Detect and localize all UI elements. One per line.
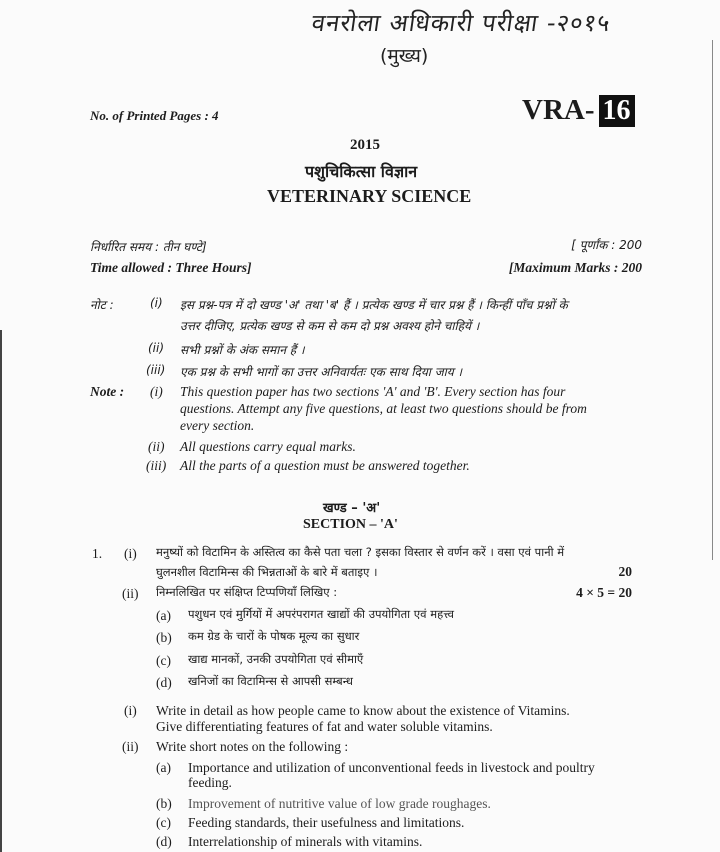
q1-hi-sub-d-num: (d) [156,675,172,690]
q1-en-i-num: (i) [124,703,137,718]
printed-pages-count: No. of Printed Pages : 4 [90,108,219,123]
handwritten-exam-name: वनरोला अधिकारी परीक्षा -२०१५ [309,9,613,37]
section-heading-english: SECTION – 'A' [303,517,398,532]
note-en-3-line1: All the parts of a question must be answered together. [180,458,470,473]
handwritten-exam-type: (मुख्य) [380,45,429,67]
q1-en-sub-b-line1: Improvement of nutritive value of low grade roughages. [188,796,491,811]
q1-hi-ii-text: निम्नलिखित पर संक्षिप्त टिप्पणियाँ लिखिए : [156,585,338,599]
q1-hi-sub-b-num: (b) [156,630,172,645]
section-heading-hindi: खण्ड – 'अ' [323,501,381,516]
q1-en-ii-num: (ii) [122,739,139,754]
question-number: 1. [92,546,103,561]
right-page-edge [712,40,713,560]
note-hi-1-line1: इस प्रश्न-पत्र में दो खण्ड 'अ' तथा 'ब' हैं । प्रत्येक खण्ड में चार प्रश्न हैं । किन्हीं पाँच प्रश्नों के [180,298,568,312]
q1-en-ii-text: Write short notes on the following : [156,739,349,754]
q1-en-sub-c-line1: Feeding standards, their usefulness and limitations. [188,815,465,830]
paper-code-prefix: VRA- [522,94,595,126]
time-allowed-english: Time allowed : Three Hours] [90,260,252,275]
q1-hi-sub-b-text: कम ग्रेड के चारों के पोषक मूल्य का सुधार [188,629,360,643]
q1-en-sub-c-num: (c) [156,815,171,830]
q1-hi-i-line1: मनुष्यों को विटामिन के अस्तित्व का कैसे पता चला ? इसका विस्तार से वर्णन करें । वसा एवं पानी में [156,545,565,559]
note-label-hindi: नोट : [90,298,114,312]
q1-en-sub-d-num: (d) [156,834,172,849]
note-en-1-line2: questions. Attempt any five questions, at least two questions should be from [180,401,587,416]
left-page-edge [0,330,2,852]
q1-hi-ii-num: (ii) [122,586,139,601]
time-allowed-hindi: निर्धारित समय : तीन घण्टे] [90,240,207,254]
q1-en-i-line1: Write in detail as how people came to know about the existence of Vitamins. [156,703,570,718]
note-en-1-line3: every section. [180,418,255,433]
q1-hi-sub-c-num: (c) [156,653,171,668]
exam-year: 2015 [350,137,380,153]
note-en-2-num: (ii) [148,439,165,454]
q1-hi-sub-a-text: पशुधन एवं मुर्गियों में अपरंपरागत खाद्यों की उपयोगिता एवं महत्त्व [188,607,455,621]
q1-en-sub-a-num: (a) [156,760,171,775]
q1-hi-sub-d-text: खनिजों का विटामिन्स से आपसी सम्बन्ध [188,674,353,688]
q1-hi-i-marks: 20 [618,564,632,579]
paper-code [522,94,635,127]
q1-en-sub-b-num: (b) [156,796,172,811]
note-label-english: Note : [90,384,125,399]
q1-en-sub-a-line1: Importance and utilization of unconventional feeds in livestock and poultry [188,760,595,775]
paper-number-badge: 16 [599,95,635,127]
note-hi-3-line1: एक प्रश्न के सभी भागों का उत्तर अनिवार्यतः एक साथ दिया जाय । [180,365,463,379]
q1-hi-sub-c-text: खाद्य मानकों, उनकी उपयोगिता एवं सीमाएँ [188,652,364,666]
note-hi-2-num: (ii) [148,341,165,355]
note-hi-1-line2: उत्तर दीजिए, प्रत्येक खण्ड से कम से कम दो प्रश्न अवश्य होने चाहियें । [180,319,480,333]
note-hi-1-num: (i) [150,296,163,310]
max-marks-english: [Maximum Marks : 200 [508,260,642,275]
q1-en-sub-d-line1: Interrelationship of minerals with vitamins. [188,834,423,849]
note-hi-3-num: (iii) [146,363,166,377]
q1-hi-i-line2: घुलनशील विटामिन्स की भिन्नताओं के बारे में बताइए । [156,565,378,579]
note-en-1-num: (i) [150,384,163,399]
note-en-2-line1: All questions carry equal marks. [180,439,356,454]
q1-en-i-line2: Give differentiating features of fat and water soluble vitamins. [156,719,493,734]
q1-hi-i-num: (i) [124,546,137,561]
q1-hi-sub-a-num: (a) [156,608,171,623]
title-hindi: पशुचिकित्सा विज्ञान [305,162,418,181]
q1-hi-ii-marks: 4 × 5 = 20 [576,585,632,600]
note-hi-2-line1: सभी प्रश्नों के अंक समान हैं । [180,343,305,357]
title-english: VETERINARY SCIENCE [267,186,472,206]
max-marks-hindi: [ पूर्णांक : 200 [571,238,642,252]
q1-en-sub-a-line2: feeding. [188,775,232,790]
note-en-3-num: (iii) [146,458,167,473]
note-en-1-line1: This question paper has two sections 'A' and 'B'. Every section has four [180,384,566,399]
